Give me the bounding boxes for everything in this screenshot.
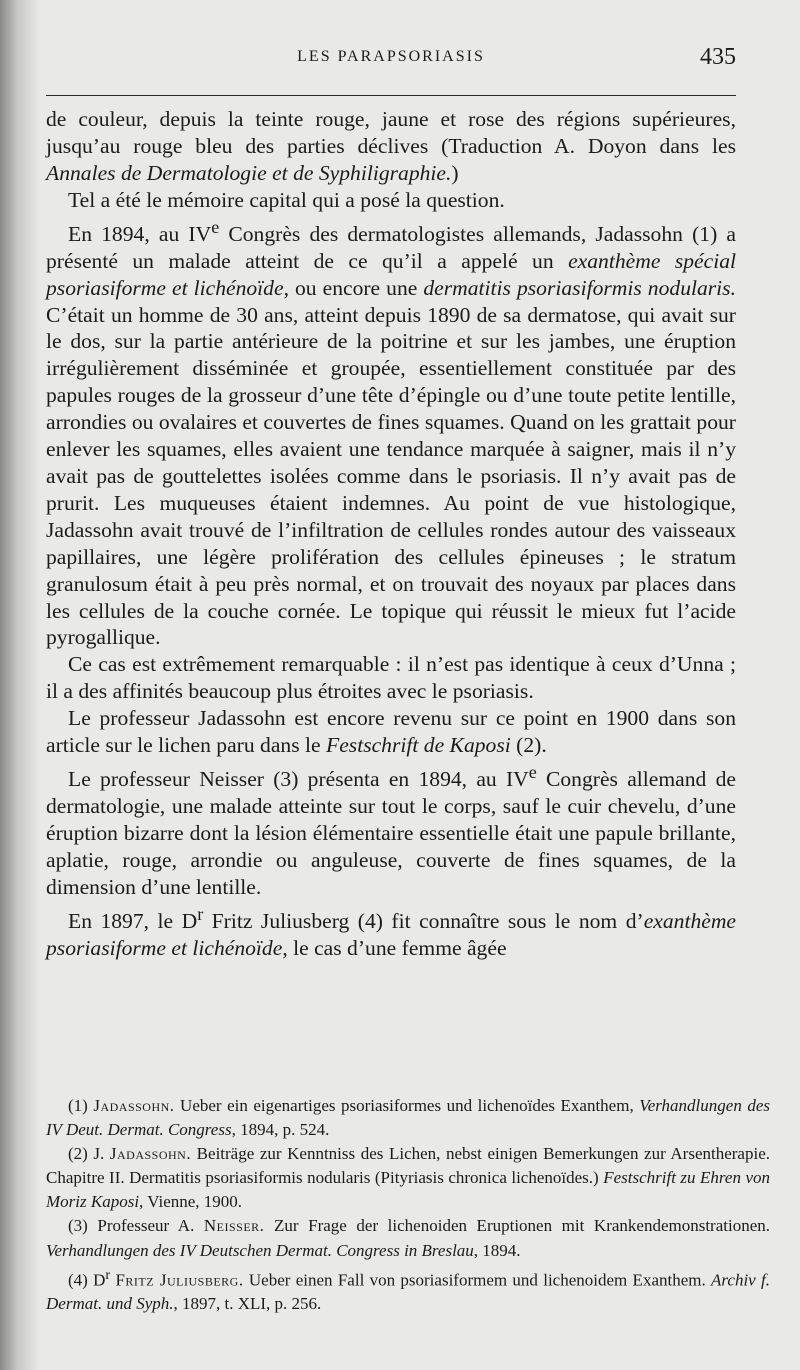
footnotes [46, 1094, 770, 1317]
superscript: e [528, 761, 537, 782]
italic-run: Archiv f. Dermat. und Syph. [46, 1270, 771, 1314]
author-name: Neisser. [203, 1216, 265, 1236]
text-run: (3) Professeur A. [68, 1216, 204, 1236]
text-run: , 1894, p. 524. [231, 1120, 330, 1140]
author-name: Jadassohn. [93, 1096, 175, 1115]
text-run: (2). [510, 733, 547, 758]
footnote [46, 1263, 770, 1317]
paragraph [46, 187, 736, 214]
body-text [46, 106, 736, 962]
text-run: Le professeur Jadassohn est encore revenu sur ce point en 1900 dans son article sur le lichen paru dans le [46, 706, 736, 758]
text-run: Ce cas est extrêmement remarquable : il n’est pas identique à ceux d’Unna ; il a des affinités beaucoup plus étroites avec le psoriasis. [46, 652, 736, 704]
text-run: Ueber ein eigenartiges psoriasiformes und lichenoïdes Exanthem, [174, 1096, 640, 1115]
text-run: En 1897, le D [68, 908, 198, 933]
footnote [46, 1094, 770, 1142]
paragraph [46, 214, 736, 652]
text-run: Congrès allemand de dermatologie, une malade atteinte sur tout le corps, sauf le cuir chevelu, d’une éruption bizarre dont la lésion élémentaire essentielle était une papule brillante, aplatie, rouge, arrondie ou anguleuse, couverte de fines squames, de la dimension d’une lentille. [46, 767, 736, 899]
text-run: de couleur, depuis la teinte rouge, jaune et rose des régions supérieures, jusqu’au rouge bleu des parties déclives (Traduction A. Doyon dans les [46, 107, 736, 158]
text-run: Ueber einen Fall von psoriasiformem und lichenoidem Exanthem. [243, 1270, 712, 1290]
italic-run: Annales de Dermatologie et de Syphiligraphie. [46, 160, 452, 185]
author-name: Jadassohn. [109, 1144, 192, 1164]
text-run: ) [451, 160, 459, 185]
text-run: C’était un homme de 30 ans, atteint depuis 1890 de sa dermatose, qui avait sur le dos, sur la partie antérieure de la poitrine et sur les jambes, une éruption irrégulièrement disséminée et groupée, essentiellement constituée par des papules rouges de la grosseur d’une tête d’épingle ou d’une toute petite lentille, arrondies ou ovalaires et couvertes de fines squames. Quand on les grattait pour enlever les squames, elles avaient une tendance marquée à saigner, mais il n’y avait pas de gouttelettes isolées comme dans le psoriasis. Il n’y avait pas de prurit. Les muqueuses étaient indemnes. Au point de vue histologique, Jadassohn avait trouvé de l’infiltration de cellules rondes autour des vaisseaux papillaires, une légère prolifération des cellules épineuses ; le stratum granulosum était à peu près normal, et on trouvait des noyaux par places dans les cellules de la couche cornée. Le topique qui réussit le mieux fut l’acide pyrogallique. [46, 302, 736, 650]
italic-run: Verhandlungen des IV Deutschen Dermat. Congress in Breslau [46, 1240, 474, 1260]
italic-run: Verhandlungen des IV Deut. Dermat. Congress [46, 1096, 770, 1140]
text-run: Zur Frage der lichenoiden Eruptionen mit Krankendemonstrationen. [264, 1216, 770, 1236]
author-name: Fritz Juliusberg. [115, 1270, 244, 1290]
page-edge-shadow [0, 0, 40, 1370]
italic-run: Festschrift de Kaposi [326, 733, 511, 758]
footnote [46, 1142, 770, 1214]
text-run: En 1894, au IV [68, 221, 212, 246]
page-number: 435 [700, 44, 736, 70]
text-run: (4) D [68, 1270, 106, 1290]
text-run: (1) [68, 1096, 94, 1115]
superscript: e [211, 216, 220, 237]
footnote [46, 1214, 770, 1262]
text-run: Fritz Juliusberg (4) fit connaître sous le nom d’ [203, 908, 644, 933]
italic-run: dermatitis psoriasiformis nodularis. [423, 275, 736, 300]
text-run: , le cas d’une femme âgée [282, 935, 507, 960]
superscript: r [105, 1266, 111, 1283]
paragraph [46, 901, 736, 962]
text-run: , 1894. [473, 1240, 521, 1260]
italic-run: exanthème spécial psoriasiforme et lichénoïde [46, 248, 737, 300]
italic-run: Festschrift zu Ehren von Moriz Kaposi [46, 1168, 770, 1212]
text-run: , 1897, t. XLI, p. 256. [173, 1294, 322, 1314]
text-run: Le professeur Neisser (3) présenta en 1894, au IV [68, 767, 529, 792]
paragraph [46, 705, 736, 759]
header-rule [46, 95, 736, 96]
running-title: LES PARAPSORIASIS [297, 48, 485, 65]
text-run: Beiträge zur Kenntniss des Lichen, nebst einigen Bemerkungen zur Arsentherapie. Chapitre II. Dermatitis psoriasiformis nodularis (Pityriasis chronica lichenoïdes.) [46, 1144, 770, 1188]
page-header [46, 46, 736, 74]
paragraph [46, 651, 736, 705]
paragraph [46, 759, 736, 901]
text-run: (2) J. [68, 1144, 110, 1164]
text-run: , ou encore une [283, 275, 424, 300]
paragraph [46, 106, 736, 187]
text-run: Tel a été le mémoire capital qui a posé la question. [68, 187, 505, 212]
text-run: Congrès des dermatologistes allemands, Jadassohn (1) a présenté un malade atteint de ce qu’il a appelé un [46, 221, 736, 273]
text-run: , Vienne, 1900. [139, 1192, 243, 1212]
italic-run: exanthème psoriasiforme et lichénoïde [46, 908, 737, 960]
superscript: r [197, 903, 204, 924]
